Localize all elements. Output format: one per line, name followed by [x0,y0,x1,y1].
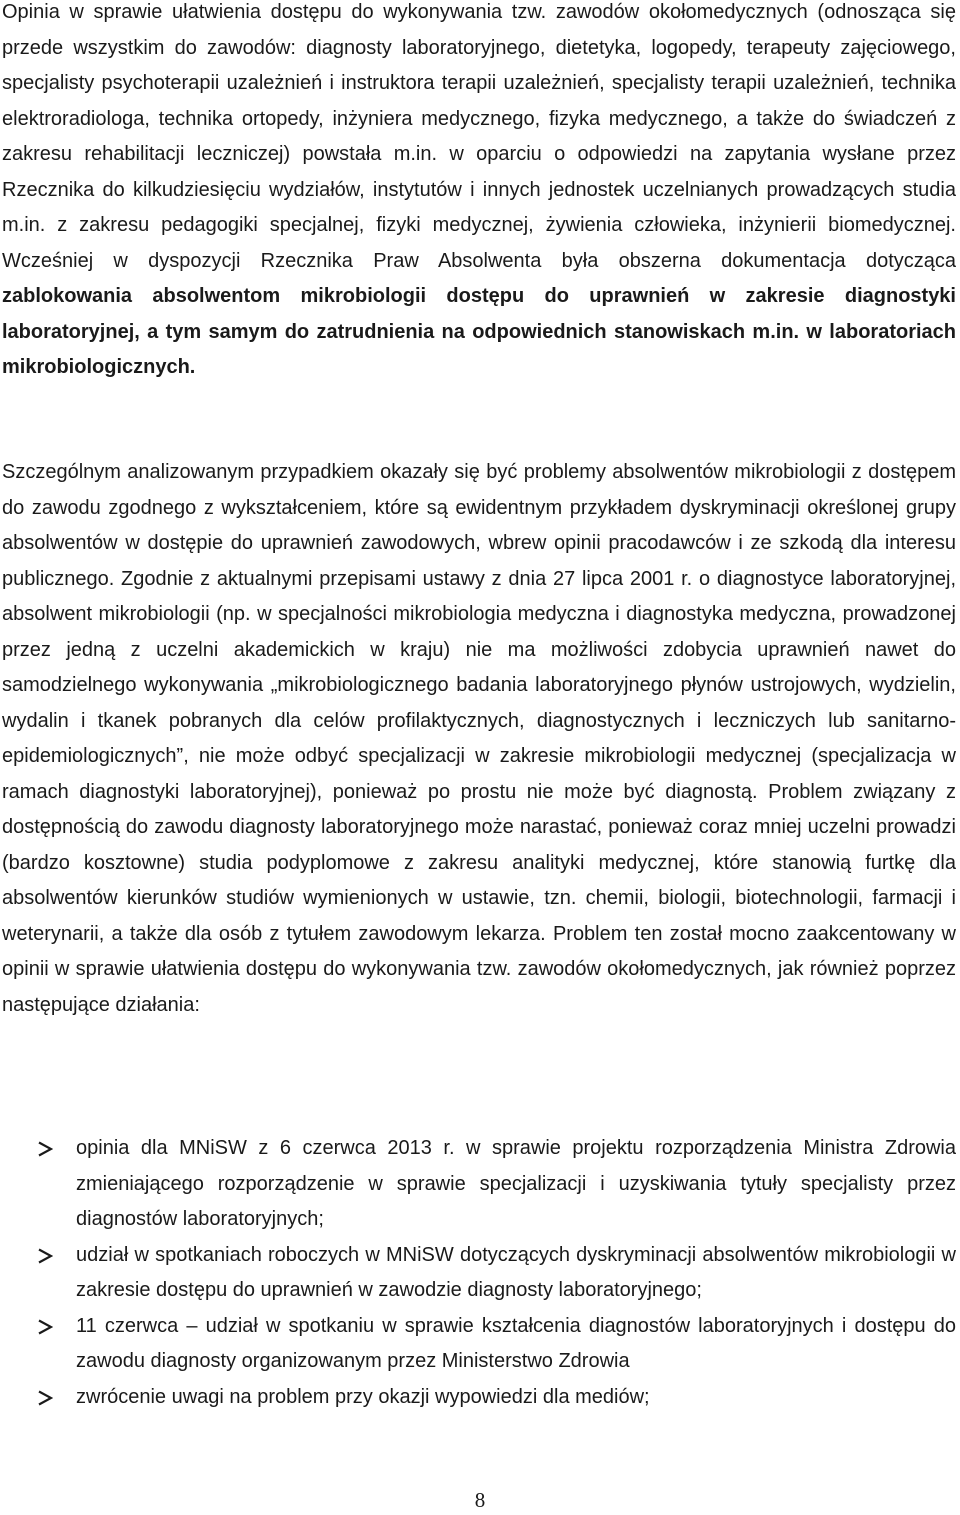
bullet-item [0,1238,956,1309]
arrow-right-icon [37,1390,53,1406]
paragraph-intro [2,0,956,386]
actions-bullet-list [0,1131,956,1415]
arrow-right-icon [37,1248,53,1264]
paragraph-intro-bold-text: zablokowania absolwentom mikrobiologii dostępu do uprawnień w zakresie diagnostyki laboratoryjnej, a tym samym do zatrudnienia na odpowiednich stanowiskach m.in. w laboratoriach mikrobiologicznych. [2,285,956,378]
bullet-item-text: opinia dla MNiSW z 6 czerwca 2013 r. w sprawie projektu rozporządzenia Ministra Zdrowia zmieniającego rozporządzenie w sprawie specjalizacji i uzyskiwania tytuły specjalisty przez diagnostów laboratoryjnych; [76,1137,956,1230]
arrow-right-icon [37,1319,53,1335]
bullet-item [0,1380,956,1416]
bullet-item [0,1309,956,1380]
page-number: 8 [474,1488,486,1512]
bullet-item-text: udział w spotkaniach roboczych w MNiSW dotyczących dyskryminacji absolwentów mikrobiologii w zakresie dostępu do uprawnień w zawodzie diagnosty laboratoryjnego; [76,1243,956,1301]
paragraph-microbiology: Szczególnym analizowanym przypadkiem okazały się być problemy absolwentów mikrobiologii z dostępem do zawodu zgodnego z wykształceniem, które są ewidentnym przykładem dyskryminacji określonej grupy absolwentów w dostępie do uprawnień zawodowych, wbrew opinii pracodawców i ze szkodą dla interesu publicznego. Zgodnie z aktualnymi przepisami ustawy z dnia 27 lipca 2001 r. o diagnostyce laboratoryjnej, absolwent mikrobiologii (np. w specjalności mikrobiologia medyczna i diagnostyka medyczna, prowadzonej przez jedną z uczelni akademickich w kraju) nie ma możliwości zdobycia uprawnień nawet do samodzielnego wykonywania „mikrobiologicznego badania laboratoryjnego płynów ustrojowych, wydzielin, wydalin i tkanek pobranych dla celów profilaktycznych, diagnostycznych i leczniczych lub sanitarno-epidemiologicznych”, nie może odbyć specjalizacji w zakresie mikrobiologii medycznej (specjalizacja w ramach diagnostyki laboratoryjnej), ponieważ po prostu nie może być diagnostą. Problem związany z dostępnością do zawodu diagnosty laboratoryjnego może narastać, ponieważ coraz mniej uczelni prowadzi (bardzo kosztowne) studia podyplomowe z zakresu analityki medycznej, które stanowią furtkę dla absolwentów kierunków studiów wymienionych w ustawie, tzn. chemii, biologii, biotechnologii, farmacji i weterynarii, a także dla osób z tytułem zawodowym lekarza. Problem ten został mocno zaakcentowany w opinii w sprawie ułatwienia dostępu do wykonywania tzw. zawodów okołomedycznych, jak również poprzez następujące działania: [2,461,956,1016]
bullet-item-text: 11 czerwca – udział w spotkaniu w sprawie kształcenia diagnostów laboratoryjnych i dostępu do zawodu diagnosty organizowanym przez Ministerstwo Zdrowia [76,1314,956,1372]
bullet-item-text: zwrócenie uwagi na problem przy okazji wypowiedzi dla mediów; [76,1385,650,1408]
paragraph-intro-text: Opinia w sprawie ułatwienia dostępu do wykonywania tzw. zawodów okołomedycznych (odnosząca się przede wszystkim do zawodów: diagnosty laboratoryjnego, dietetyka, logopedy, terapeuty zajęciowego, specjalisty psychoterapii uzależnień i instruktora terapii uzależnień, specjalisty terapii uzależnień, technika elektroradiologa, technika ortopedy, inżyniera medycznego, fizyka medycznego, a także do świadczeń z zakresu rehabilitacji leczniczej) powstała m.in. w oparciu o odpowiedzi na zapytania wysłane przez Rzecznika do kilkudziesięciu wydziałów, instytutów i innych jednostek uczelnianych prowadzących studia m.in. z zakresu pedagogiki specjalnej, fizyki medycznej, żywienia człowieka, inżynierii biomedycznej. Wcześniej w dyspozycji Rzecznika Praw Absolwenta była obszerna dokumentacja dotycząca [2,1,956,272]
arrow-right-icon [37,1141,53,1157]
bullet-item [0,1131,956,1238]
